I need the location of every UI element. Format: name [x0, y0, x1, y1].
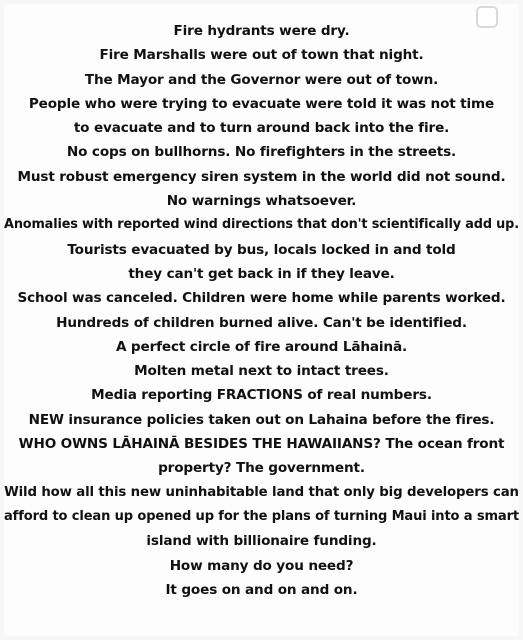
text-line: island with billionaire funding.: [146, 533, 377, 550]
text-line: The Mayor and the Governor were out of town.: [84, 71, 439, 88]
text-line: Wild how all this new uninhabitable land that only big developers can: [4, 484, 519, 500]
text-line: Media reporting FRACTIONS of real numbers.: [91, 387, 432, 404]
text-line: afford to clean up opened up for the plans of turning Maui into a smart: [4, 508, 519, 524]
text-line: It goes on and on and on.: [165, 581, 358, 598]
text-line: Fire hydrants were dry.: [173, 23, 350, 39]
post-text: [0, 19, 523, 602]
text-line: People who were trying to evacuate were told it was not time: [28, 95, 495, 112]
text-line: Anomalies with reported wind directions that don't scientifically add up.: [4, 217, 519, 233]
text-line: No warnings whatsoever.: [166, 193, 357, 210]
text-line: A perfect circle of fire around Lāhainā.: [115, 338, 408, 355]
text-line: Fire Marshalls were out of town that night.: [99, 47, 424, 64]
text-line: No cops on bullhorns. No firefighters in the streets.: [66, 144, 457, 161]
text-line: Tourists evacuated by bus, locals locked in and told: [67, 241, 456, 258]
text-line: Molten metal next to intact trees.: [134, 363, 389, 380]
text-line: NEW insurance policies taken out on Lahaina before the fires.: [28, 411, 495, 428]
text-line: to evacuate and to turn around back into the fire.: [73, 120, 450, 137]
text-line: WHO OWNS LĀHAINĀ BESIDES THE HAWAIIANS? The ocean front: [18, 436, 505, 453]
text-line: they can't get back in if they leave.: [128, 265, 395, 282]
text-line: How many do you need?: [169, 557, 354, 574]
text-line: property? The government.: [158, 460, 365, 477]
text-line: Must robust emergency siren system in the world did not sound.: [17, 168, 506, 185]
text-line: School was canceled. Children were home while parents worked.: [17, 290, 506, 307]
text-line: Hundreds of children burned alive. Can't be identified.: [56, 314, 467, 331]
